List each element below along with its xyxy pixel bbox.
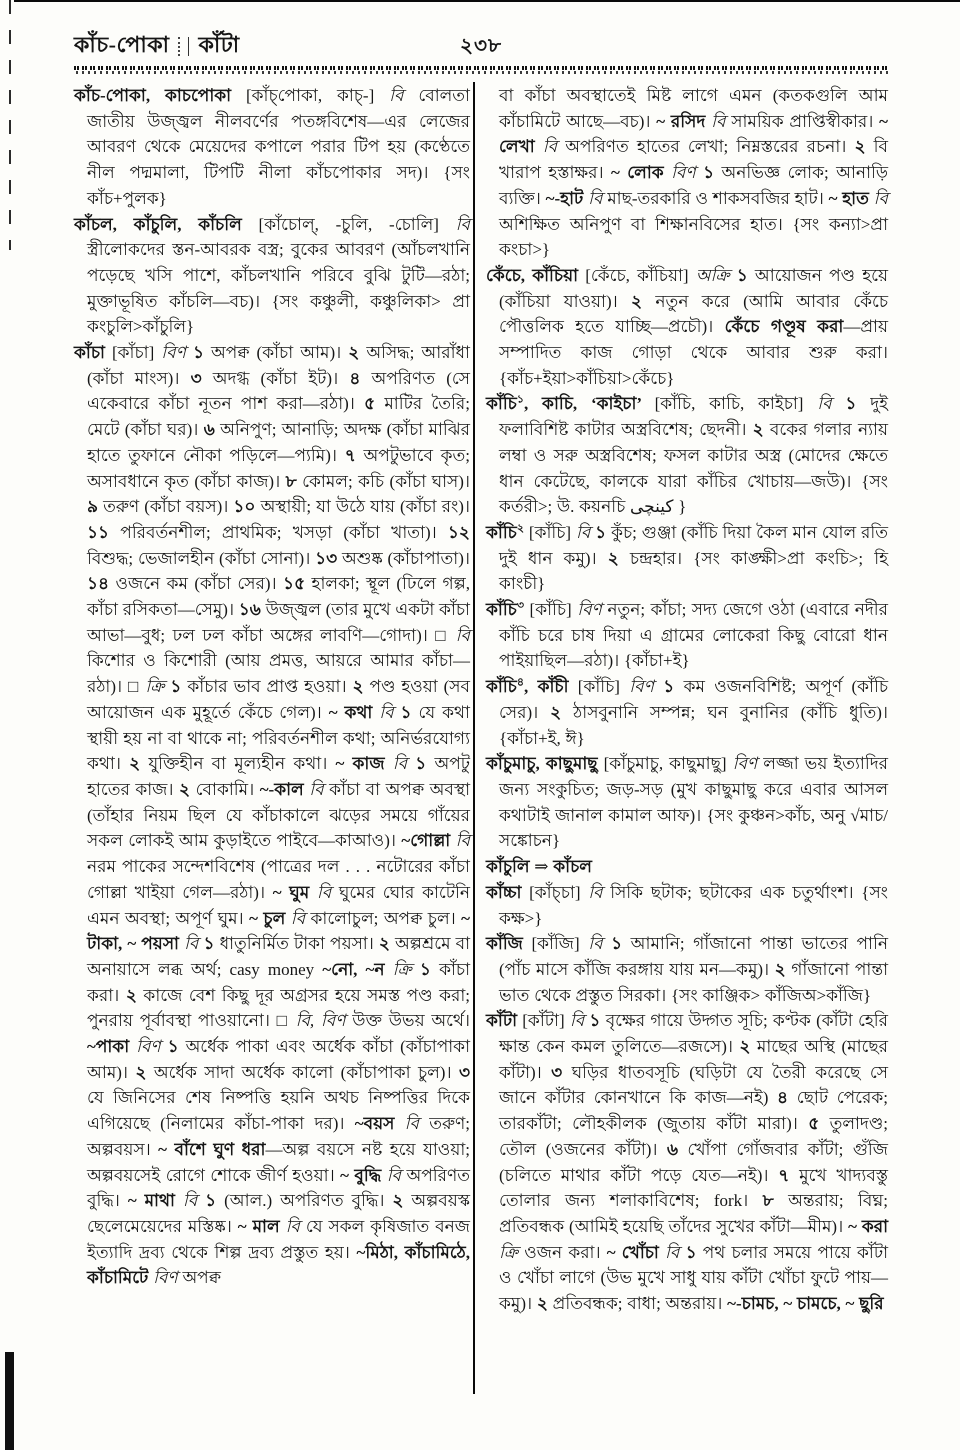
- dictionary-entry: কাঁচল, কাঁচুলি, কাঁচলি [কাঁচোল্‌, -চুলি, -চোলি] বি স্ত্রীলোকদের স্তন-আবরক বস্ত্র; বুকের আবরণ (আঁচলখানি পড়েছে খসি পাশে, কাঁচলখানি পরিবে বুঝি টুটি—রঠা; মুক্তাভূষিত কাঁচলি—বচ)। {সং কঞ্চুলী, কঞ্চুলিকা> প্রা কংচুলি>কাঁচুলি}: [74, 214, 470, 337]
- column-divider-rule: [473, 82, 475, 1394]
- right-column: [486, 83, 888, 1317]
- scan-edge-bottom-bar: [5, 1352, 14, 1450]
- page-number: ২৩৮: [460, 35, 502, 57]
- dictionary-entry: বা কাঁচা অবস্থাতেই মিষ্ট লাগে এমন (কতকগুলি আম কাঁচামিটে আছে—বচ)। ~ রসিদ বি সাময়িক প্রাপ্তিস্বীকার। ~ লেখা বি অপরিণত হাতের লেখা; নিম্নস্তরের রচনা। ২ বি খারাপ হস্তাক্ষর। ~ লোক বিণ ১ অনভিজ্ঞ লোক; আনাড়ি ব্যক্তি। ~-হাট বি মাছ-তরকারি ও শাকসবজির হাট। ~ হাত বি অশিক্ষিত অনিপুণ বা শিক্ষানবিসের হাত। {সং কন্যা>প্রা কংচা>}: [499, 86, 889, 260]
- dictionary-entry: কাঁচি$^১$, কাচি, ‘কাইচা’ [কাঁচি, কাচি, কাইচা] বি ১ দুই ফলাবিশিষ্ট কাটার অস্ত্রবিশেষ; ছেদনী। ২ বকের গলার ন্যায় লম্বা ও সরু অস্ত্রবিশেষ; ফসল কাটার অস্ত্র (মোদের ক্ষেতে ধান কেটেছে, কালকে যারা কাঁচির খোচায়—জউ)। {সং কর্তরী>; উ. কয়নচি کینچی }: [486, 393, 888, 517]
- ornamental-rule: [74, 66, 888, 74]
- dictionary-entry: কাঁচি$^২$ [কাঁচি] বি ১ কুঁচ; গুঞ্জা (কাঁচি দিয়া কৈল মান যোল রতি দুই ধান কমু)। ২ চন্দ্রহার। {সং কাঙ্ক্ষী>প্রা কংচি>; হি কাংচী}: [486, 522, 888, 594]
- dictionary-entry: কাঁচ-পোকা, কাচপোকা [কাঁচ্‌পোকা, কাচ্‌-] বি বোলতা জাতীয় উজ্জ্বল নীলবর্ণের পতঙ্গবিশেষ—এর লেজের আবরণ থেকে মেয়েদের কপালে পরার টিপ হয় (কণ্ঠেতে নীল পদ্মমালা, টিপটি নীলা কাঁচপোকার সদ)। {সং কাঁচ+পুলক}: [74, 86, 470, 208]
- left-column: [74, 83, 470, 1291]
- dictionary-entry: কেঁচে, কাঁচিয়া [কেঁচে, কাঁচিয়া] অক্রি ১ আয়োজন পণ্ড হয়ে (কাঁচিয়া যাওয়া)। ২ নতুন করে (আমি আবার কেঁচে পৌত্তলিক হতে যাচ্ছি—প্রচৌ)। কেঁচে গণ্ডূষ করা—প্রায় সম্পাদিত কাজ গোড়া থেকে আবার শুরু করা। {কাঁচ+ইয়া>কাঁচিয়া>কেঁচে}: [486, 265, 888, 388]
- guideword-left: কাঁচ-পোকা: [74, 32, 170, 57]
- dictionary-entry: কাঁটা [কাঁটা] বি ১ বৃক্ষের গায়ে উদ্গত সূচি; কণ্টক (কাঁটা হেরি ক্ষান্ত কেন কমল তুলিতে—রজসে)। ২ মাছের অস্থি (মাছের কাঁটা)। ৩ ঘড়ির ধাতবসূচি (ঘড়িটা যে তৈরী করেছে সে জানে কাঁটার কোনখানে কি কাজ—নই) ৪ ছোট পেরেক; তারকাঁটা; লৌহকীলক (জুতায় কাঁটা মারা)। ৫ তুলাদণ্ড; তৌল (ওজনের কাঁটা)। ৬ খোঁপা গোঁজবার কাঁটা; গুঁজি (চলিতে মাথার কাঁটা পড়ে যেত—নই)। ৭ মুখে খাদ্যবস্তু তোলার জন্য শলাকাবিশেষ; fork। ৮ অন্তরায়; বিঘ্ন; প্রতিবন্ধক (আমিই হয়েছি তাঁদের সুখের কাঁটা—মীম)। ~ করা ক্রি ওজন করা। ~ খোঁচা বি ১ পথ চলার সময়ে পায়ে কাঁটা ও খোঁচা লাগে (উভ মুখে সাধু যায় কাঁটা খোঁচা ফুটে পায়—কমু)। ২ প্রতিবন্ধক; বাধা; অন্তরায়। ~-চামচ, ~ চামচে, ~ ছুরি: [486, 1011, 889, 1314]
- guideword-right: কাঁটা: [198, 32, 240, 57]
- dictionary-entry: কাঁচ্চা [কাঁচ্‌চা] বি সিকি ছটাক; ছটাকের এক চতুর্থাংশ। {সং কক্ষ>}: [486, 882, 888, 928]
- scan-edge-left-line: [9, 0, 11, 250]
- dictionary-entry: কাঁজি [কাঁজি] বি ১ আমানি; গাঁজানো পান্তা ভাতের পানি (পাঁচ মাসে কাঁজি করঙ্গায় যায় মন—কমু)। ২ গাঁজানো পান্তা ভাত থেকে প্রস্তুত সিরকা। {সং কাঞ্জিক> কাঁজিঅ>কাঁজি}: [486, 934, 889, 1005]
- dictionary-entry: কাঁচুলি ⇒ কাঁচল: [486, 857, 592, 877]
- scan-edge-top-line: [14, 0, 960, 2]
- dictionary-entry: কাঁচি$^৪$, কাঁচী [কাঁচি] বিণ ১ কম ওজনবিশিষ্ট; অপূর্ণ (কাঁচি সের)। ২ ঠাসবুনানি সম্পন্ন; ঘন বুনানির (কাঁচি ধুতি)। {কাঁচা+ই, ঈ}: [486, 676, 888, 748]
- dictionary-entry: কাঁচি$^৩$ [কাঁচি] বিণ নতুন; কাঁচা; সদ্য জেগে ওঠা (এবারে নদীর কাঁচি চরে চাষ দিয়া এ গ্রামের লোকেরা কিছু বোরো ধান পাইয়াছিল—রঠা)। {কাঁচা+ই}: [486, 599, 888, 671]
- page-header: [74, 28, 888, 62]
- guide-words: [74, 28, 240, 65]
- dictionary-entry: কাঁচুমাচু, কাছুমাছু [কাঁচুমাচু, কাছুমাছু] বিণ লজ্জা ভয় ইত্যাদির জন্য সংকুচিত; জড়-সড় (মুখ কাছুমাছু করে এবার আসল কথাটাই জানাল কামাল আফ)। {সং কুঞ্চন>কাঁচ, অনু √মাচ/সঙ্কোচন}: [486, 754, 888, 851]
- dotted-divider: [178, 37, 189, 56]
- dictionary-entry: কাঁচা [কাঁচা] বিণ ১ অপক্ব (কাঁচা আম)। ২ অসিদ্ধ; আরাঁধা (কাঁচা মাংস)। ৩ অদগ্ধ (কাঁচা ইট)। ৪ অপরিণত (সে একেবারে কাঁচা নূতন পাশ করা—রঠা)। ৫ মাটির তৈরি; মেটে (কাঁচা ঘর)। ৬ অনিপুণ; আনাড়ি; অদক্ষ (কাঁচা মাঝির হাতে তুফানে নৌকা পড়িলে—প্যমি)। ৭ অপটুভাবে কৃত; অসাবধানে কৃত (কাঁচা কাজ)। ৮ কোমল; কচি (কাঁচা ঘাস)। ৯ তরুণ (কাঁচা বয়স)। ১০ অস্থায়ী; যা উঠে যায় (কাঁচা রং)। ১১ পরিবর্তনশীল; প্রাথমিক; খসড়া (কাঁচা খাতা)। ১২ বিশুদ্ধ; ভেজালহীন (কাঁচা সোনা)। ১৩ অশুষ্ক (কাঁচাপাতা)। ১৪ ওজনে কম (কাঁচা সের)। ১৫ হালকা; স্থূল (ঢিলে গল্প, কাঁচা রসিকতা—সেমু)। ১৬ উজ্জ্বল (তার মুখে একটা কাঁচা আভা—বুধ; ঢল ঢল কাঁচা অঙ্গের লাবণি—গোদা)। □ বি কিশোর ও কিশোরী (আয় প্রমত্ত, আয়রে আমার কাঁচা—রঠা)। □ ক্রি ১ কাঁচার ভাব প্রাপ্ত হওয়া। ২ পণ্ড হওয়া (সব আয়োজন এক মুহূর্তে কেঁচে গেল)। ~ কথা বি ১ যে কথা স্থায়ী হয় না বা থাকে না; পরিবর্তনশীল কথা; অনির্ভরযোগ্য কথা। ২ যুক্তিহীন বা মূল্যহীন কথা। ~ কাজ বি ১ অপটু হাতের কাজ। ২ বোকামি। ~-কাল বি কাঁচা বা অপক্ব অবস্থা (তাঁহার নিয়ম ছিল যে কাঁচাকালে ঝড়ের সময়ে গাঁয়ের সকল লোকই আম কুড়াইতে পাইবে—কাআও)। ~গোল্লা বি নরম পাকের সন্দেশবিশেষ (পাত্রের দল . . . নটোরের কাঁচা গোল্লা খাইয়া গেল—রঠা)। ~ ঘুম বি ঘুমের ঘোর কাটেনি এমন অবস্থা; অপূর্ণ ঘুম। ~ চুল বি কালোচুল; অপক্ব চুল। ~ টাকা, ~ পয়সা বি ১ ধাতুনির্মিত টাকা পয়সা। ২ অল্পশ্রমে বা অনায়াসে লব্ধ অর্থ; casy money ~নো, ~ন ক্রি ১ কাঁচা করা। ২ কাজে বেশ কিছু দূর অগ্রসর হয়ে সমস্ত পণ্ড করা; পুনরায় পূর্বাবস্থা পাওয়ানো। □ বি, বিণ উক্ত উভয় অর্থে। ~পাকা বিণ ১ অর্ধেক পাকা এবং অর্ধেক কাঁচা (কাঁচাপাকা আম)। ২ অর্ধেক সাদা অর্ধেক কালো (কাঁচাপাকা চুল)। ৩ যে জিনিসের শেষ নিষ্পত্তি হয়নি অথচ নিষ্পত্তির দিকে এগিয়েছে (নিলামের কাঁচা-পাকা দর)। ~বয়স বি তরুণ; অল্পবয়স। ~ বাঁশে ঘুণ ধরা—অল্প বয়সে নষ্ট হয়ে যাওয়া; অল্পবয়সেই রোগে শোকে জীর্ণ হওয়া। ~ বুদ্ধি বি অপরিণত বুদ্ধি। ~ মাথা বি ১ (আল.) অপরিণত বুদ্ধি। ২ অল্পবয়স্ক ছেলেমেয়েদের মস্তিষ্ক। ~ মাল বি যে সকল কৃষিজাত বনজ ইত্যাদি দ্রব্য থেকে শিল্প দ্রব্য প্রস্তুত হয়। ~মিঠা, কাঁচামিঠে, কাঁচামিটে বিণ অপক্ব: [74, 343, 471, 1288]
